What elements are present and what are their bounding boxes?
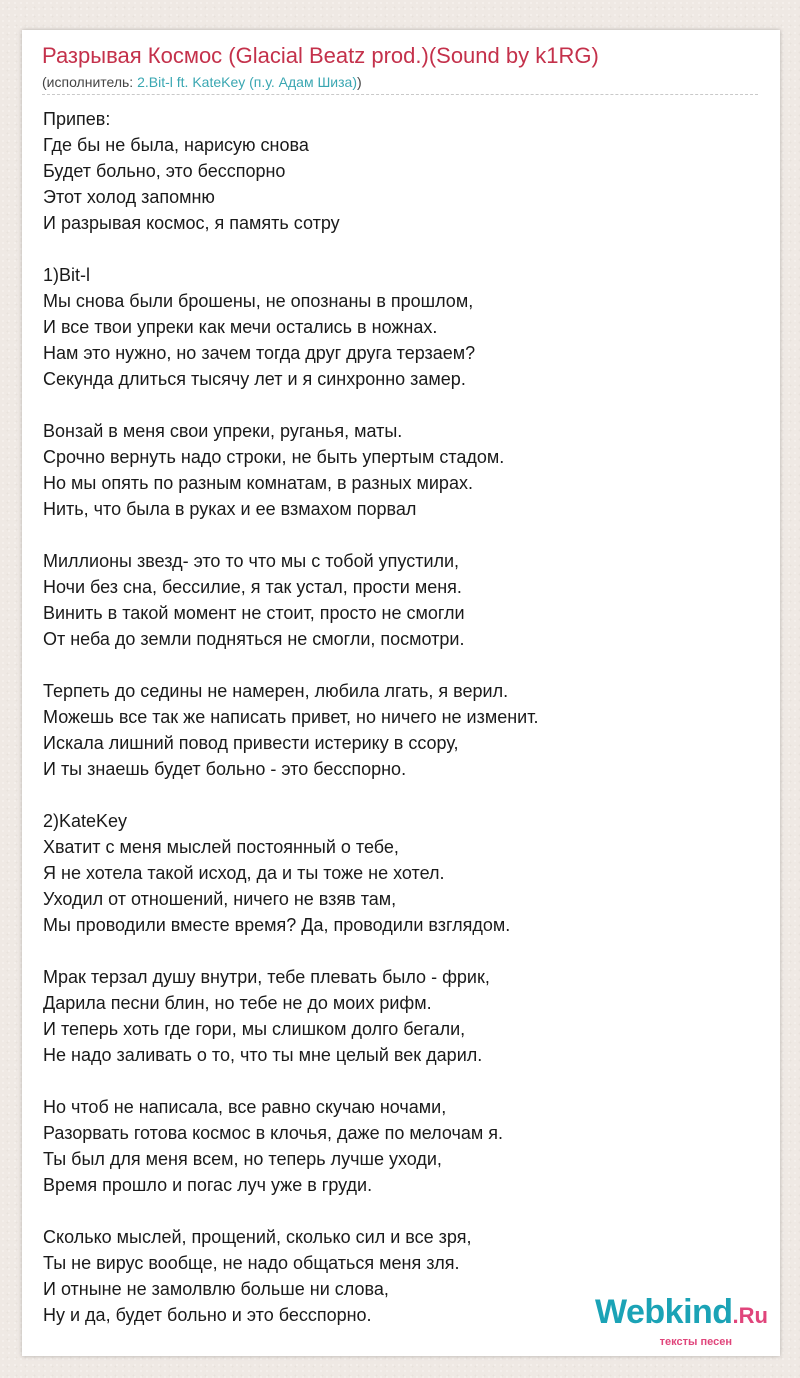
stanza-break (43, 938, 759, 964)
lyrics-card (22, 30, 780, 1356)
watermark-tagline: тексты песен (659, 1336, 732, 1348)
lyric-line: Ночи без сна, бессилие, я так устал, прости меня. (43, 577, 462, 597)
watermark-tld: .Ru (732, 1303, 768, 1328)
lyric-line: Нить, что была в руках и ее взмахом порвал (43, 499, 417, 519)
lyric-line: От неба до земли подняться не смогли, посмотри. (43, 629, 465, 649)
lyric-line: Винить в такой момент не стоит, просто не смогли (43, 603, 465, 623)
site-watermark (595, 1295, 768, 1348)
lyric-line: Мы проводили вместе время? Да, проводили взглядом. (43, 915, 511, 935)
lyric-line: Ты был для меня всем, но теперь лучше уходи, (43, 1149, 442, 1169)
artist-suffix: ) (356, 74, 362, 90)
stanza-break (43, 782, 759, 808)
lyric-line: И теперь хоть где гори, мы слишком долго бегали, (43, 1019, 466, 1039)
divider (42, 94, 758, 95)
lyric-line: Мрак терзал душу внутри, тебе плевать было - фрик, (43, 967, 490, 987)
lyric-line: И отныне не замолвлю больше ни слова, (43, 1279, 389, 1299)
lyric-line: Можешь все так же написать привет, но ничего не изменит. (43, 707, 539, 727)
lyric-line: Дарила песни блин, но тебе не до моих рифм. (43, 993, 432, 1013)
stanza-break (43, 1198, 759, 1224)
watermark-brand: Webkind (595, 1293, 733, 1331)
song-title: Разрывая Космос (Glacial Beatz prod.)(Sound by k1RG) (42, 43, 599, 68)
lyric-line: Будет больно, это бесспорно (43, 161, 286, 181)
lyric-line: Время прошло и погас луч уже в груди. (43, 1175, 373, 1195)
lyric-line: Нам это нужно, но зачем тогда друг друга терзаем? (43, 343, 476, 363)
stanza-break (43, 522, 759, 548)
lyric-line: Ну и да, будет больно и это бесспорно. (43, 1305, 372, 1325)
lyric-line: Срочно вернуть надо строки, не быть упертым стадом. (43, 447, 505, 467)
lyric-line: Этот холод запомню (43, 187, 215, 207)
lyric-line: Миллионы звезд- это то что мы с тобой упустили, (43, 551, 460, 571)
lyric-line: И ты знаешь будет больно - это бесспорно. (43, 759, 407, 779)
lyric-line: Вонзай в меня свои упреки, руганья, маты. (43, 421, 403, 441)
lyric-line: Но мы опять по разным комнатам, в разных мирах. (43, 473, 473, 493)
lyric-line: Сколько мыслей, прощений, сколько сил и все зря, (43, 1227, 472, 1247)
stanza-break (43, 236, 759, 262)
lyric-line: 2)KateKey (43, 811, 128, 831)
lyric-line: Секунда длиться тысячу лет и я синхронно замер. (43, 369, 466, 389)
lyric-line: 1)Bit-l (43, 265, 91, 285)
lyric-line: Я не хотела такой исход, да и ты тоже не хотел. (43, 863, 445, 883)
lyric-line: Где бы не была, нарисую снова (43, 135, 309, 155)
lyric-line: Припев: (43, 109, 111, 129)
stanza-break (43, 652, 759, 678)
watermark-logo (595, 1295, 768, 1336)
lyric-line: Но чтоб не написала, все равно скучаю ночами, (43, 1097, 447, 1117)
lyric-line: И разрывая космос, я память сотру (43, 213, 340, 233)
lyric-line: Ты не вирус вообще, не надо общаться меня зля. (43, 1253, 460, 1273)
lyric-line: Терпеть до седины не намерен, любила лгать, я верил. (43, 681, 509, 701)
lyric-line: Разорвать готова космос в клочья, даже по мелочам я. (43, 1123, 503, 1143)
lyric-line: Мы снова были брошены, не опознаны в прошлом, (43, 291, 474, 311)
artist-line (42, 73, 362, 91)
lyric-line: Искала лишний повод привести истерику в ссору, (43, 733, 459, 753)
artist-prefix: (исполнитель: (42, 74, 138, 90)
stanza-break (43, 1068, 759, 1094)
lyrics-text (43, 106, 759, 1328)
stanza-break (43, 392, 759, 418)
lyric-line: И все твои упреки как мечи остались в ножнах. (43, 317, 438, 337)
lyric-line: Не надо заливать о то, что ты мне целый век дарил. (43, 1045, 483, 1065)
lyric-line: Хватит с меня мыслей постоянный о тебе, (43, 837, 399, 857)
artist-link[interactable]: 2.Bit-l ft. KateKey (п.у. Адам Шиза) (137, 74, 357, 90)
lyric-line: Уходил от отношений, ничего не взяв там, (43, 889, 397, 909)
